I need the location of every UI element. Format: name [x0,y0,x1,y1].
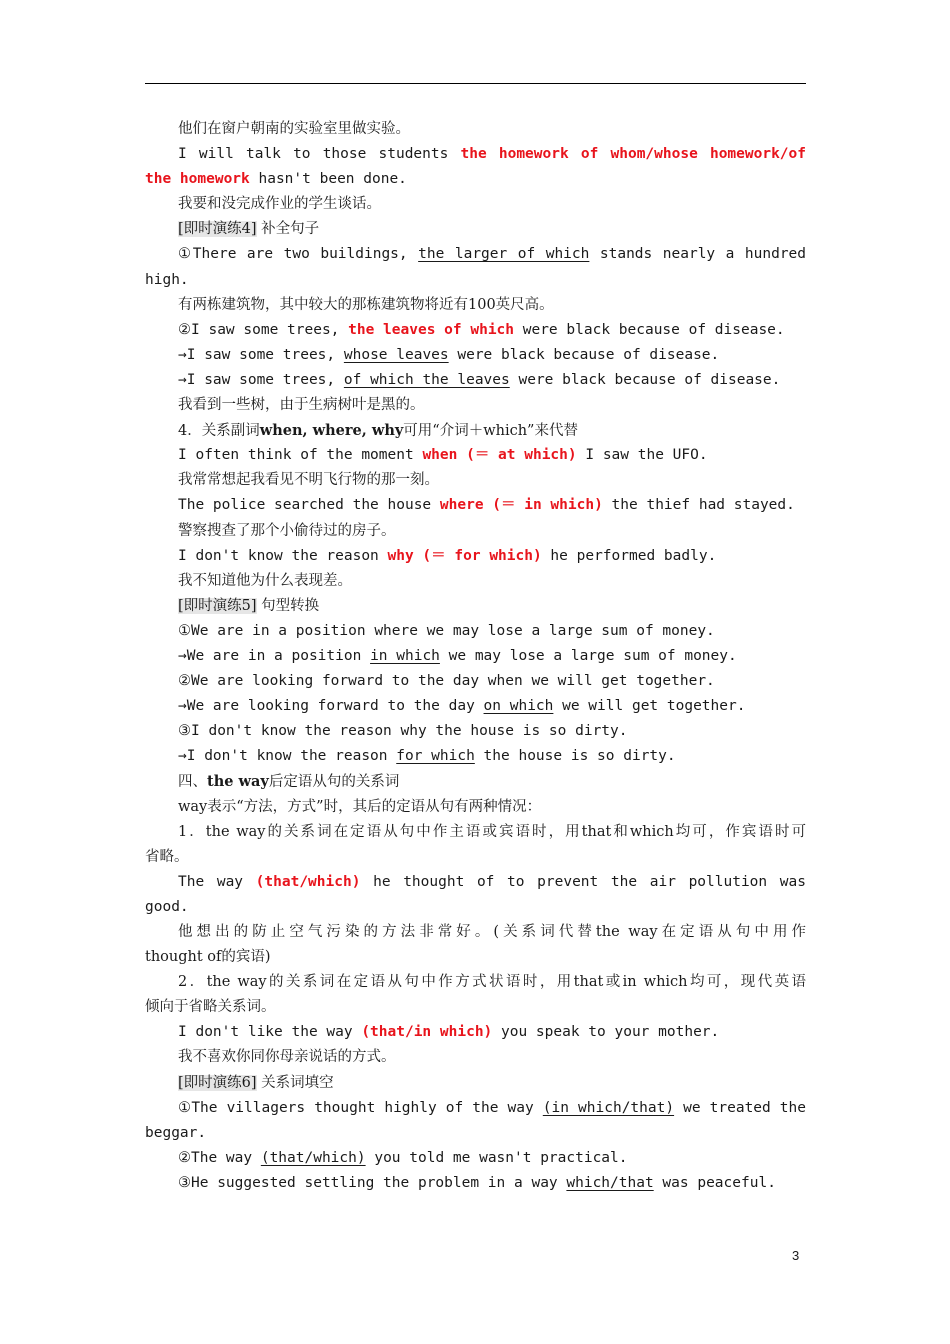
drill-item: →I saw some trees, of which the leaves were black because of disease. [178,371,781,388]
paragraph-cont: 省略。 [145,848,189,865]
answer-text: (that/in which) [361,1024,493,1041]
drill-item: ①We are in a position where we may lose a large sum of money. [178,622,715,639]
answer-blank: which/that [566,1174,654,1191]
answer-text: the leaves of which [348,321,515,338]
drill-item-cont: beggar. [145,1124,207,1141]
answer-text: (that/which) [255,873,361,890]
example-sentence: I often think of the moment when (＝ at which) I saw the UFO. [178,447,708,464]
translation: 我要和没完成作业的学生谈话。 [178,196,381,213]
answer-text: the homework [145,171,250,188]
paragraph-cont: 倾向于省略关系词。 [145,999,276,1016]
paragraph: 他们在窗户朝南的实验室里做实验。 [178,121,410,137]
document-body [145,117,806,1196]
example-sentence: I will talk to those students the homework of whom/whose homework/of [145,142,806,167]
translation: 有两栋建筑物，其中较大的那栋建筑物将近有100英尺高。 [178,296,554,313]
paragraph: 2．the way的关系词在定语从句中作方式状语时，用that或in which均可，现代英语 [178,974,806,991]
translation: 我不喜欢你同你母亲说话的方式。 [178,1049,396,1066]
translation: 他想出的防止空气污染的方法非常好。(关系词代替the way在定语从句中用作 [178,924,806,940]
header-rule [145,83,806,84]
example-sentence: I don't know the reason why (＝ for which) he performed badly. [178,547,717,564]
drill-item: ②I saw some trees, the leaves of which were black because of disease. [178,321,785,338]
drill-item-cont: high. [145,271,189,288]
drill-item: ②The way (that/which) you told me wasn't practical. [178,1149,628,1166]
section-heading: 四、the way后定语从句的关系词 [178,773,400,791]
drill-item: ③He suggested settling the problem in a way which/that was peaceful. [178,1174,776,1191]
drill-item: ③I don't know the reason why the house is so dirty. [178,723,628,740]
answer-text: where (＝ in which) [439,497,603,514]
answer-blank: for which [396,748,475,765]
drill-item: →I don't know the reason for which the house is so dirty. [178,748,676,765]
answer-blank: (that/which) [260,1149,366,1166]
example-sentence: The police searched the house where (＝ in which) the thief had stayed. [178,497,795,514]
drill-item: ①There are two buildings, the larger of which stands nearly a hundred [178,246,806,263]
answer-blank: the larger of which [418,246,590,263]
answer-text: why (＝ for which) [387,547,542,564]
section-heading: 4．关系副词when, where, why可用“介词＋which”来代替 [178,422,578,440]
translation-cont: thought of的宾语) [145,949,271,966]
drill-tag: [即时演练4] [178,221,257,238]
translation: 我不知道他为什么表现差。 [178,572,352,589]
paragraph: 1．the way的关系词在定语从句中作主语或宾语时，用that和which均可，作宾语时可 [178,823,806,840]
example-sentence-cont: good. [145,898,189,915]
answer-text: when (＝ at which) [422,447,577,464]
page-number: 3 [792,1248,800,1263]
drill-tag: [即时演练5] [178,597,257,614]
answer-blank: in which [370,647,440,664]
drill-item: ②We are looking forward to the day when we will get together. [178,673,715,690]
example-sentence: The way (that/which) he thought of to prevent the air pollution was [178,873,806,890]
translation: 我看到一些树，由于生病树叶是黑的。 [178,397,425,414]
paragraph: way表示“方法，方式”时，其后的定语从句有两种情况： [178,798,542,815]
drill-tag: [即时演练6] [178,1074,257,1091]
answer-blank: of which the leaves [343,371,510,388]
drill-item: →We are looking forward to the day on which we will get together. [178,698,746,715]
example-sentence: I don't like the way (that/in which) you speak to your mother. [178,1024,720,1041]
drill-item: ①The villagers thought highly of the way (in which/that) we treated the [178,1099,806,1116]
answer-text: the homework of whom/whose homework/of [460,146,806,163]
drill-heading: [即时演练4] 补全句子 [178,221,320,238]
translation: 警察搜查了那个小偷待过的房子。 [178,522,396,539]
drill-item: →I saw some trees, whose leaves were black because of disease. [178,346,720,363]
answer-blank: on which [483,698,554,715]
example-sentence-cont: the homework hasn't been done. [145,171,407,188]
drill-heading: [即时演练5] 句型转换 [178,597,320,614]
translation: 我常常想起我看见不明飞行物的那一刻。 [178,472,439,489]
drill-heading: [即时演练6] 关系词填空 [178,1074,334,1091]
answer-blank: whose leaves [343,346,449,363]
drill-item: →We are in a position in which we may lose a large sum of money. [178,647,737,664]
answer-blank: (in which/that) [542,1099,675,1116]
